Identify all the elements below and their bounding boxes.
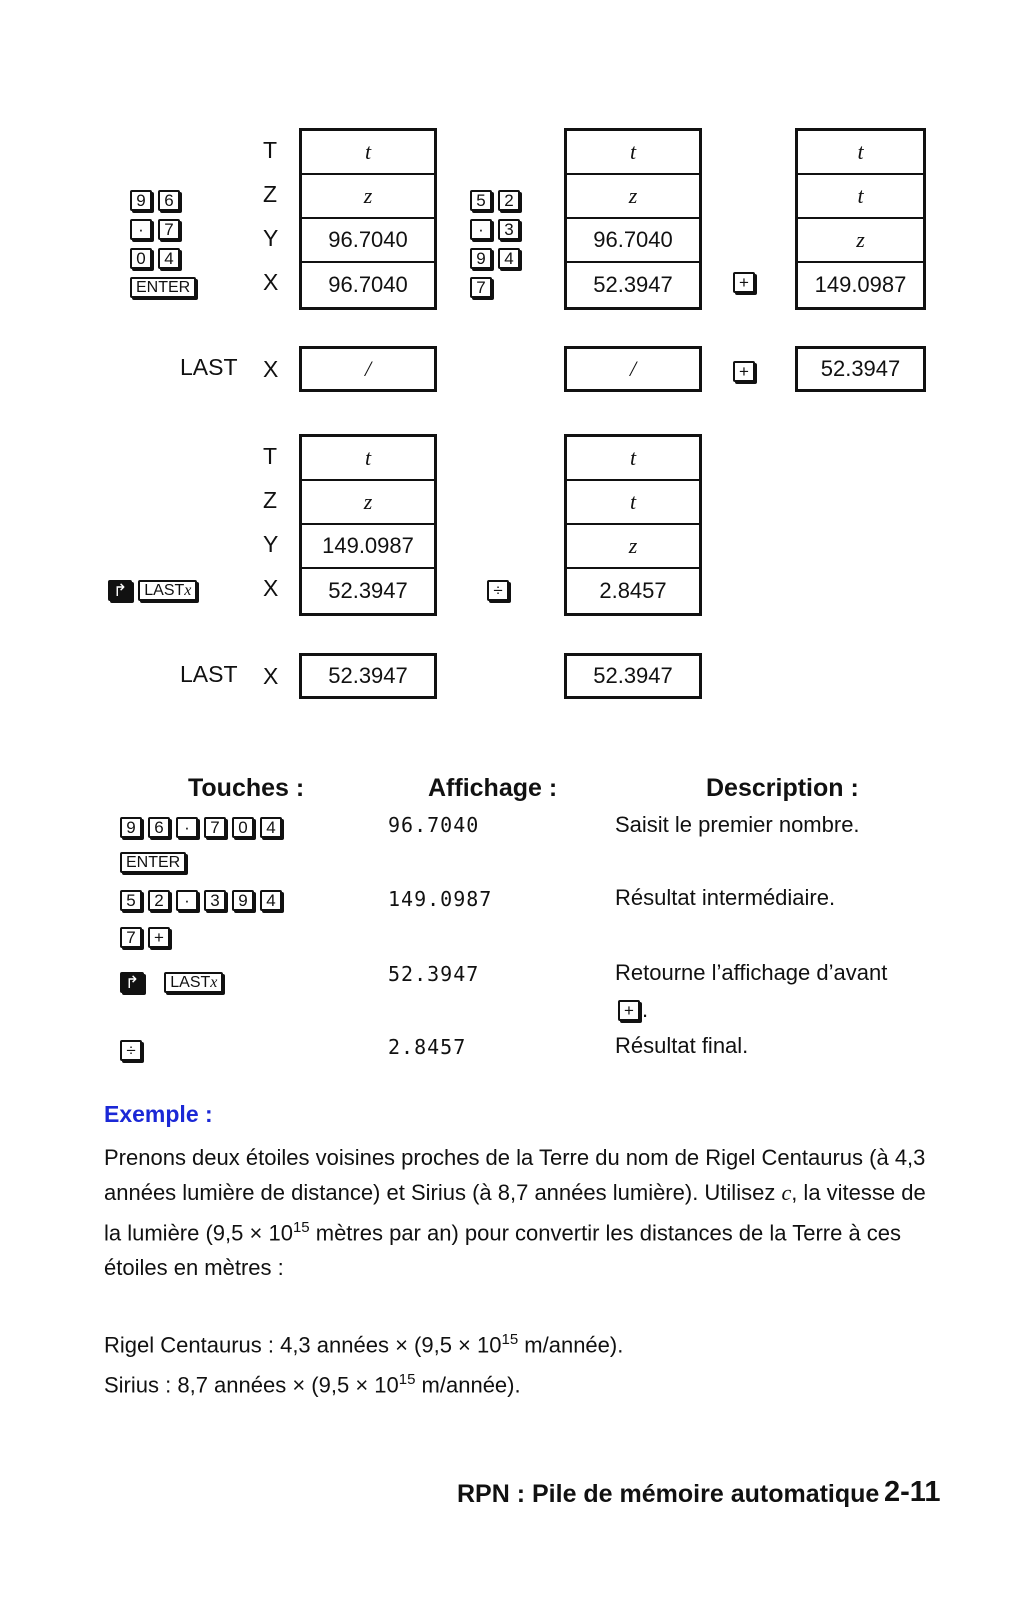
register-x: 52.3947	[593, 272, 673, 297]
key-decimal: ·	[470, 219, 492, 240]
display-value: 96.7040	[388, 813, 480, 837]
table-row-4-keys	[120, 1040, 148, 1061]
key-decimal: ·	[130, 219, 152, 240]
key-right-shift: ↱	[108, 580, 132, 601]
register-y: 96.7040	[567, 219, 699, 263]
key-7: 7	[204, 817, 226, 838]
exponent: 15	[501, 1331, 519, 1348]
sirius-text: m/année).	[415, 1372, 521, 1398]
register-x: 52.3947	[328, 578, 408, 603]
register-t: t	[302, 437, 434, 481]
register-y: z	[798, 219, 923, 263]
key-plus: +	[618, 1000, 640, 1021]
register-z: z	[302, 175, 434, 219]
row-label-x: X	[263, 575, 279, 601]
display-value: 2.8457	[388, 1035, 467, 1059]
last-x-register-4: 52.3947	[299, 653, 437, 699]
row-label-y: Y	[263, 531, 279, 557]
last-x-register-2: /	[564, 346, 702, 392]
key-4: 4	[158, 248, 180, 269]
rigel-line	[104, 1322, 938, 1362]
row-label-last-x: X	[263, 663, 279, 689]
exponent: 15	[398, 1371, 416, 1388]
register-t: t	[798, 131, 923, 175]
register-y: 149.0987	[302, 525, 434, 569]
table-row-2-keys	[120, 890, 288, 911]
sirius-line	[104, 1362, 938, 1402]
register-z: z	[567, 175, 699, 219]
register-z: t	[567, 481, 699, 525]
key-2: 2	[148, 890, 170, 911]
header-display: Affichage :	[428, 774, 558, 802]
stack-register-5	[564, 434, 702, 616]
row-label-y: Y	[263, 225, 279, 251]
page-number: 2-11	[884, 1476, 941, 1508]
footer-title: RPN : Pile de mémoire automatique	[457, 1480, 880, 1508]
key-2: 2	[498, 190, 520, 211]
key-9: 9	[130, 190, 152, 211]
register-x: 2.8457	[599, 578, 667, 603]
key-plus: +	[733, 361, 755, 382]
register-t: t	[567, 437, 699, 481]
row-label-t: T	[263, 443, 278, 469]
register-z: z	[302, 481, 434, 525]
stack-register-2	[564, 128, 702, 310]
key-5: 5	[470, 190, 492, 211]
key-enter: ENTER	[120, 852, 186, 873]
display-value: 52.3947	[388, 962, 480, 986]
key-7: 7	[470, 277, 492, 298]
key-0: 0	[130, 248, 152, 269]
key-7: 7	[158, 219, 180, 240]
key-divide: ÷	[120, 1040, 142, 1061]
sirius-text: Sirius : 8,7 années × (9,5 × 10	[104, 1372, 399, 1398]
para-text: Prenons deux étoiles voisines proches de la Terre du nom de Rigel Centaurus (à 4,3 années lumière de distance) et Sirius (à 8,7 années lumière). Utilisez	[104, 1145, 926, 1205]
para-text: , la vitesse de la lumière (9,5 × 10	[104, 1180, 926, 1246]
key-last-x: LAST x	[138, 580, 197, 601]
row-label-z: Z	[263, 487, 278, 513]
example-heading: Exemple :	[104, 1101, 213, 1127]
last-x-register-1: /	[299, 346, 437, 392]
stack-register-1	[299, 128, 437, 310]
key-3: 3	[498, 219, 520, 240]
example-paragraph	[104, 1140, 938, 1285]
key-3: 3	[204, 890, 226, 911]
para-text: mètres par an) pour convertir les distances de la Terre à ces étoiles en mètres :	[104, 1220, 902, 1281]
row-label-last: LAST	[180, 661, 238, 687]
key-6: 6	[158, 190, 180, 211]
stack-register-4	[299, 434, 437, 616]
row-label-last: LAST	[180, 354, 238, 380]
key-enter: ENTER	[130, 277, 196, 298]
rigel-text: m/année).	[518, 1332, 624, 1358]
description-text: Retourne l’affichage d’avant	[615, 960, 888, 985]
register-t: t	[302, 131, 434, 175]
key-5: 5	[120, 890, 142, 911]
key-4: 4	[498, 248, 520, 269]
header-description: Description :	[706, 774, 859, 802]
row-label-last-x: X	[263, 356, 279, 382]
row-label-x: X	[263, 269, 279, 295]
key-9: 9	[120, 817, 142, 838]
exponent: 15	[292, 1219, 310, 1236]
register-x: 96.7040	[328, 272, 408, 297]
key-plus: +	[733, 272, 755, 293]
symbol-c: c	[781, 1180, 792, 1205]
register-z: t	[798, 175, 923, 219]
key-4: 4	[260, 890, 282, 911]
key-last-x: LAST x	[164, 972, 223, 993]
rigel-text: Rigel Centaurus : 4,3 années × (9,5 × 10	[104, 1332, 502, 1358]
row-label-z: Z	[263, 181, 278, 207]
last-x-register-5: 52.3947	[564, 653, 702, 699]
key-6: 6	[148, 817, 170, 838]
register-y: z	[567, 525, 699, 569]
header-keys: Touches :	[188, 774, 305, 802]
key-decimal: ·	[176, 817, 198, 838]
key-4: 4	[260, 817, 282, 838]
key-decimal: ·	[176, 890, 198, 911]
register-t: t	[567, 131, 699, 175]
key-divide: ÷	[487, 580, 509, 601]
description-text: Résultat final.	[615, 1033, 749, 1058]
display-value: 149.0987	[388, 887, 493, 911]
row-label-t: T	[263, 137, 278, 163]
register-y: 96.7040	[302, 219, 434, 263]
description-period: .	[642, 997, 649, 1022]
description-text: Saisit le premier nombre.	[615, 812, 860, 837]
key-plus: +	[148, 927, 170, 948]
table-row-1-keys	[120, 817, 288, 838]
last-x-register-3: 52.3947	[795, 346, 926, 392]
key-right-shift: ↱	[120, 972, 144, 993]
register-x: 149.0987	[814, 272, 907, 297]
key-0: 0	[232, 817, 254, 838]
key-7: 7	[120, 927, 142, 948]
key-9: 9	[470, 248, 492, 269]
table-row-3-keys	[120, 972, 229, 993]
description-text: Résultat intermédiaire.	[615, 885, 836, 910]
stack-register-3	[795, 128, 926, 310]
key-9: 9	[232, 890, 254, 911]
